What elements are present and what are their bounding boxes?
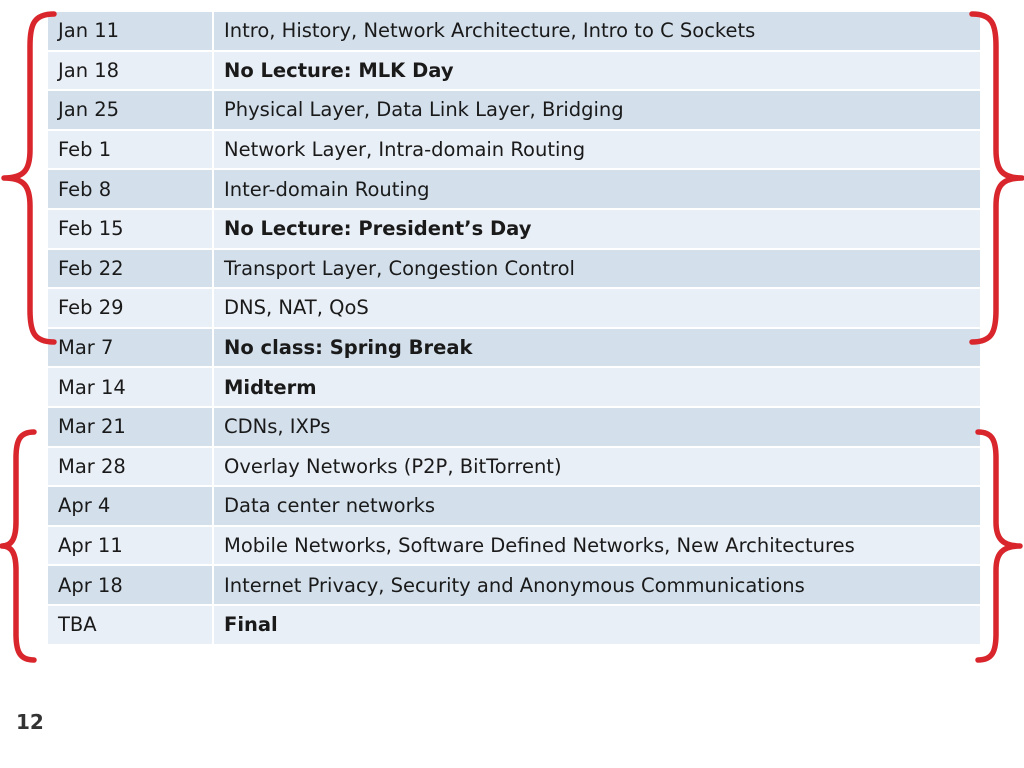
row-topic: Internet Privacy, Security and Anonymous Communications bbox=[214, 566, 980, 606]
row-topic: Inter-domain Routing bbox=[214, 170, 980, 210]
row-date: Feb 1 bbox=[48, 131, 214, 171]
row-topic: CDNs, IXPs bbox=[214, 408, 980, 448]
table-row bbox=[48, 91, 980, 131]
row-date: Jan 18 bbox=[48, 52, 214, 92]
row-topic: Overlay Networks (P2P, BitTorrent) bbox=[214, 448, 980, 488]
row-topic: No Lecture: President’s Day bbox=[214, 210, 980, 250]
row-topic: Data center networks bbox=[214, 487, 980, 527]
row-topic: Intro, History, Network Architecture, Intro to C Sockets bbox=[214, 12, 980, 52]
row-topic: No Lecture: MLK Day bbox=[214, 52, 980, 92]
table-row bbox=[48, 606, 980, 646]
table-row bbox=[48, 170, 980, 210]
row-topic: Mobile Networks, Software Defined Networks, New Architectures bbox=[214, 527, 980, 567]
table-row bbox=[48, 448, 980, 488]
slide-number: 12 bbox=[16, 710, 44, 734]
row-topic: DNS, NAT, QoS bbox=[214, 289, 980, 329]
row-date: Jan 11 bbox=[48, 12, 214, 52]
row-date: Mar 7 bbox=[48, 329, 214, 369]
left-brace-first-half bbox=[0, 10, 60, 346]
schedule-table bbox=[48, 12, 980, 646]
row-topic: Physical Layer, Data Link Layer, Bridging bbox=[214, 91, 980, 131]
row-topic: Transport Layer, Congestion Control bbox=[214, 250, 980, 290]
table-row bbox=[48, 408, 980, 448]
row-date: Jan 25 bbox=[48, 91, 214, 131]
table-row bbox=[48, 566, 980, 606]
table-row bbox=[48, 368, 980, 408]
row-date: Feb 29 bbox=[48, 289, 214, 329]
row-date: Feb 15 bbox=[48, 210, 214, 250]
row-date: Mar 21 bbox=[48, 408, 214, 448]
right-brace-first-half bbox=[966, 10, 1024, 346]
row-date: Mar 28 bbox=[48, 448, 214, 488]
row-date: Apr 11 bbox=[48, 527, 214, 567]
table-row bbox=[48, 527, 980, 567]
row-topic: Final bbox=[214, 606, 980, 646]
row-date: Feb 22 bbox=[48, 250, 214, 290]
row-topic: Midterm bbox=[214, 368, 980, 408]
row-date: Mar 14 bbox=[48, 368, 214, 408]
table-row bbox=[48, 487, 980, 527]
table-row bbox=[48, 12, 980, 52]
row-date: Feb 8 bbox=[48, 170, 214, 210]
table-row bbox=[48, 250, 980, 290]
table-row bbox=[48, 289, 980, 329]
right-brace-second-half bbox=[966, 428, 1024, 664]
row-topic: No class: Spring Break bbox=[214, 329, 980, 369]
table-row bbox=[48, 210, 980, 250]
row-date: Apr 4 bbox=[48, 487, 214, 527]
row-date: Apr 18 bbox=[48, 566, 214, 606]
left-brace-second-half bbox=[0, 428, 60, 664]
row-topic: Network Layer, Intra-domain Routing bbox=[214, 131, 980, 171]
table-row bbox=[48, 52, 980, 92]
table-row bbox=[48, 329, 980, 369]
table-row bbox=[48, 131, 980, 171]
row-date: TBA bbox=[48, 606, 214, 646]
